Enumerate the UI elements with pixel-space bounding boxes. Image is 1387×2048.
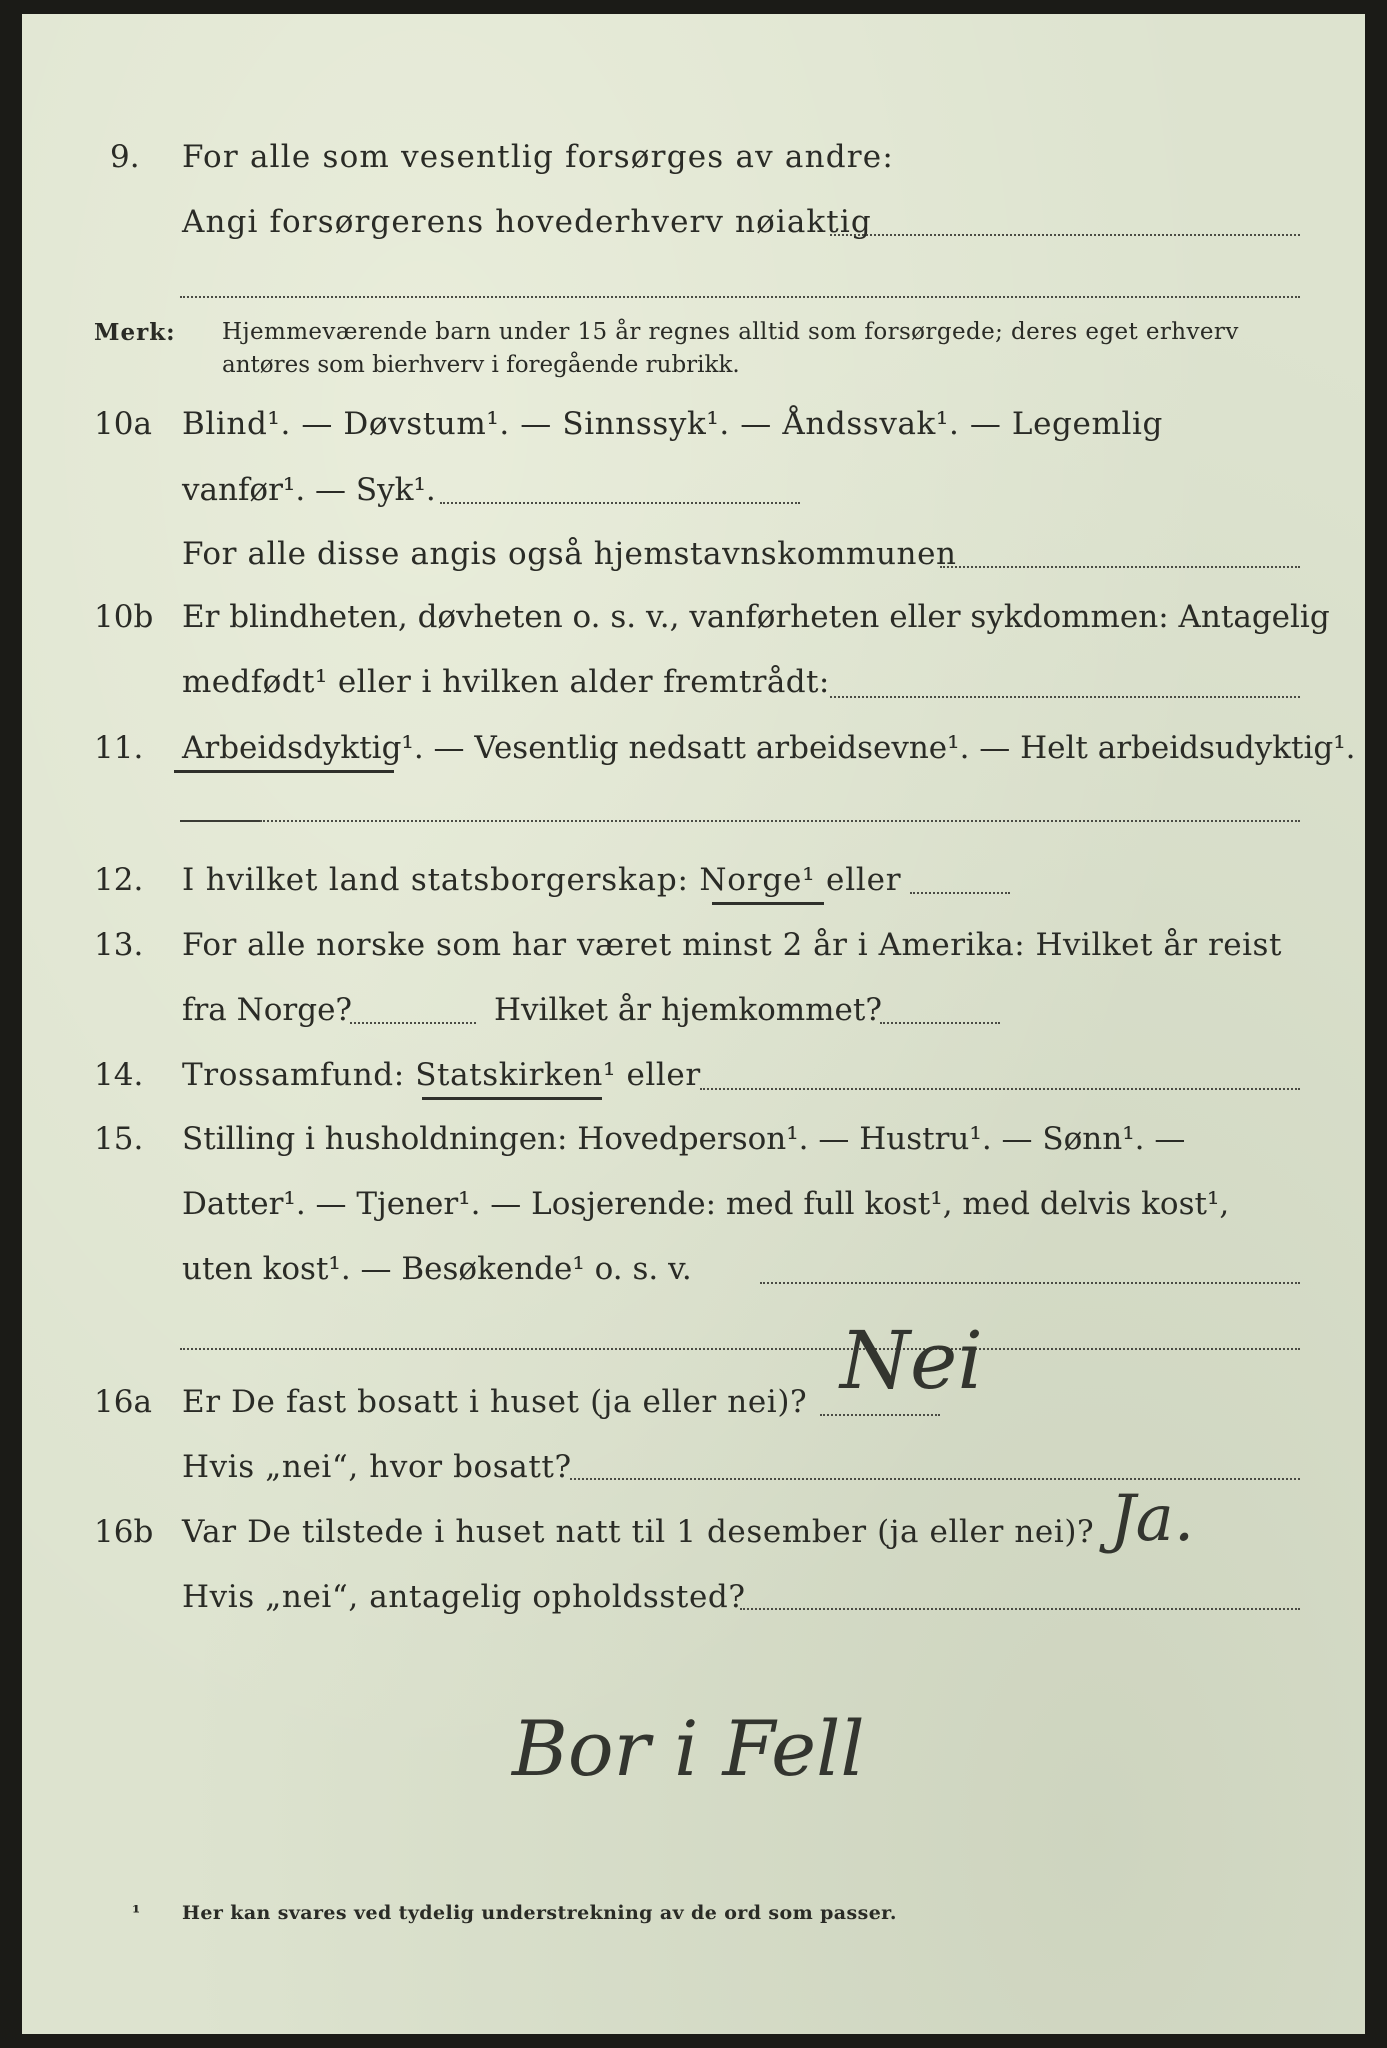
q16a-answer-line[interactable] (820, 1414, 940, 1416)
q10b-line1: Er blindheten, døvheten o. s. v., vanførheten eller sykdommen: Antagelig (182, 599, 1330, 635)
q13-hjemkommet-answer-line[interactable] (880, 1022, 1000, 1024)
q13-reist-answer-line[interactable] (350, 1022, 476, 1024)
q15-line1: Stilling i husholdningen: Hovedperson¹. — Hustru¹. — Sønn¹. — (182, 1121, 1186, 1157)
q9-number: 9. (110, 139, 140, 175)
q9-answer-line-2[interactable] (180, 296, 1300, 298)
q10a-syk-answer-line[interactable] (440, 502, 800, 504)
q15-line2: Datter¹. — Tjener¹. — Losjerende: med full kost¹, med delvis kost¹, (182, 1186, 1230, 1222)
q16a-line1: Er De fast bosatt i huset (ja eller nei)? (182, 1384, 808, 1420)
q12-answer-line[interactable] (910, 892, 1010, 894)
q14-number: 14. (94, 1057, 144, 1093)
handwritten-note: Bor i Fell (512, 1704, 865, 1793)
q10a-line2: vanfør¹. — Syk¹. (182, 472, 436, 508)
q13-line2a: fra Norge? (182, 992, 353, 1028)
q15-number: 15. (94, 1121, 144, 1157)
merk-line1: Hjemmeværende barn under 15 år regnes alltid som forsørgede; deres eget erhverv (222, 319, 1239, 345)
q10a-number: 10a (94, 406, 152, 442)
q16a-number: 16a (94, 1384, 152, 1420)
q14-answer-line[interactable] (700, 1088, 1300, 1090)
q14-text: Trossamfund: Statskirken¹ eller (182, 1057, 701, 1093)
q16b-line2: Hvis „nei“, antagelig opholdssted? (182, 1579, 746, 1615)
merk-line2: antøres som bierhverv i foregående rubrikk. (222, 352, 740, 378)
q15-line3: uten kost¹. — Besøkende¹ o. s. v. (182, 1251, 692, 1287)
q11-answer-line[interactable] (260, 820, 1300, 822)
q13-line2b: Hvilket år hjemkommet? (494, 992, 882, 1028)
q14-statskirken-underline (422, 1097, 602, 1100)
q16a-bosatt-answer-line[interactable] (570, 1478, 1300, 1480)
q16b-number: 16b (94, 1514, 154, 1550)
q10b-line2: medfødt¹ eller i hvilken alder fremtrådt: (182, 664, 830, 700)
footnote-mark: ¹ (132, 1902, 141, 1924)
q12-norge-underline (712, 902, 824, 905)
q10b-number: 10b (94, 599, 154, 635)
q16a-line2: Hvis „nei“, hvor bosatt? (182, 1449, 572, 1485)
census-form-page (22, 14, 1365, 2034)
q10a-line3: For alle disse angis også hjemstavnskommunen (182, 536, 957, 572)
q13-line1: For alle norske som har været minst 2 år i Amerika: Hvilket år reist (182, 927, 1282, 963)
q9-answer-line[interactable] (830, 234, 1300, 236)
q16b-handwritten-answer: Ja. (1110, 1482, 1195, 1556)
q10a-hjemstavn-answer-line[interactable] (940, 566, 1300, 568)
q15-answer-line[interactable] (760, 1282, 1300, 1284)
footnote-text: Her kan svares ved tydelig understrekning av de ord som passer. (182, 1902, 897, 1924)
q10a-line1: Blind¹. — Døvstum¹. — Sinnssyk¹. — Åndssvak¹. — Legemlig (182, 406, 1163, 442)
q16a-handwritten-answer: Nei (840, 1314, 983, 1407)
q11-text: Arbeidsdyktig¹. — Vesentlig nedsatt arbeidsevne¹. — Helt arbeidsudyktig¹. (182, 730, 1356, 766)
q9-line2: Angi forsørgerens hovederhverv nøiaktig (182, 204, 872, 240)
q15-answer-line-2[interactable] (180, 1348, 1300, 1350)
q10b-answer-line[interactable] (830, 696, 1300, 698)
q16b-line1: Var De tilstede i huset natt til 1 desember (ja eller nei)? (182, 1514, 1095, 1550)
q11-arbeidsdyktig-underline (174, 770, 394, 773)
q12-text: I hvilket land statsborgerskap: Norge¹ eller (182, 862, 902, 898)
q11-number: 11. (94, 730, 144, 766)
q12-number: 12. (94, 862, 144, 898)
q11-answer-stub (180, 820, 260, 822)
q13-number: 13. (94, 927, 144, 963)
q16b-opholdssted-answer-line[interactable] (740, 1608, 1300, 1610)
merk-label: Merk: (94, 319, 176, 346)
q9-line1: For alle som vesentlig forsørges av andre: (182, 139, 894, 175)
